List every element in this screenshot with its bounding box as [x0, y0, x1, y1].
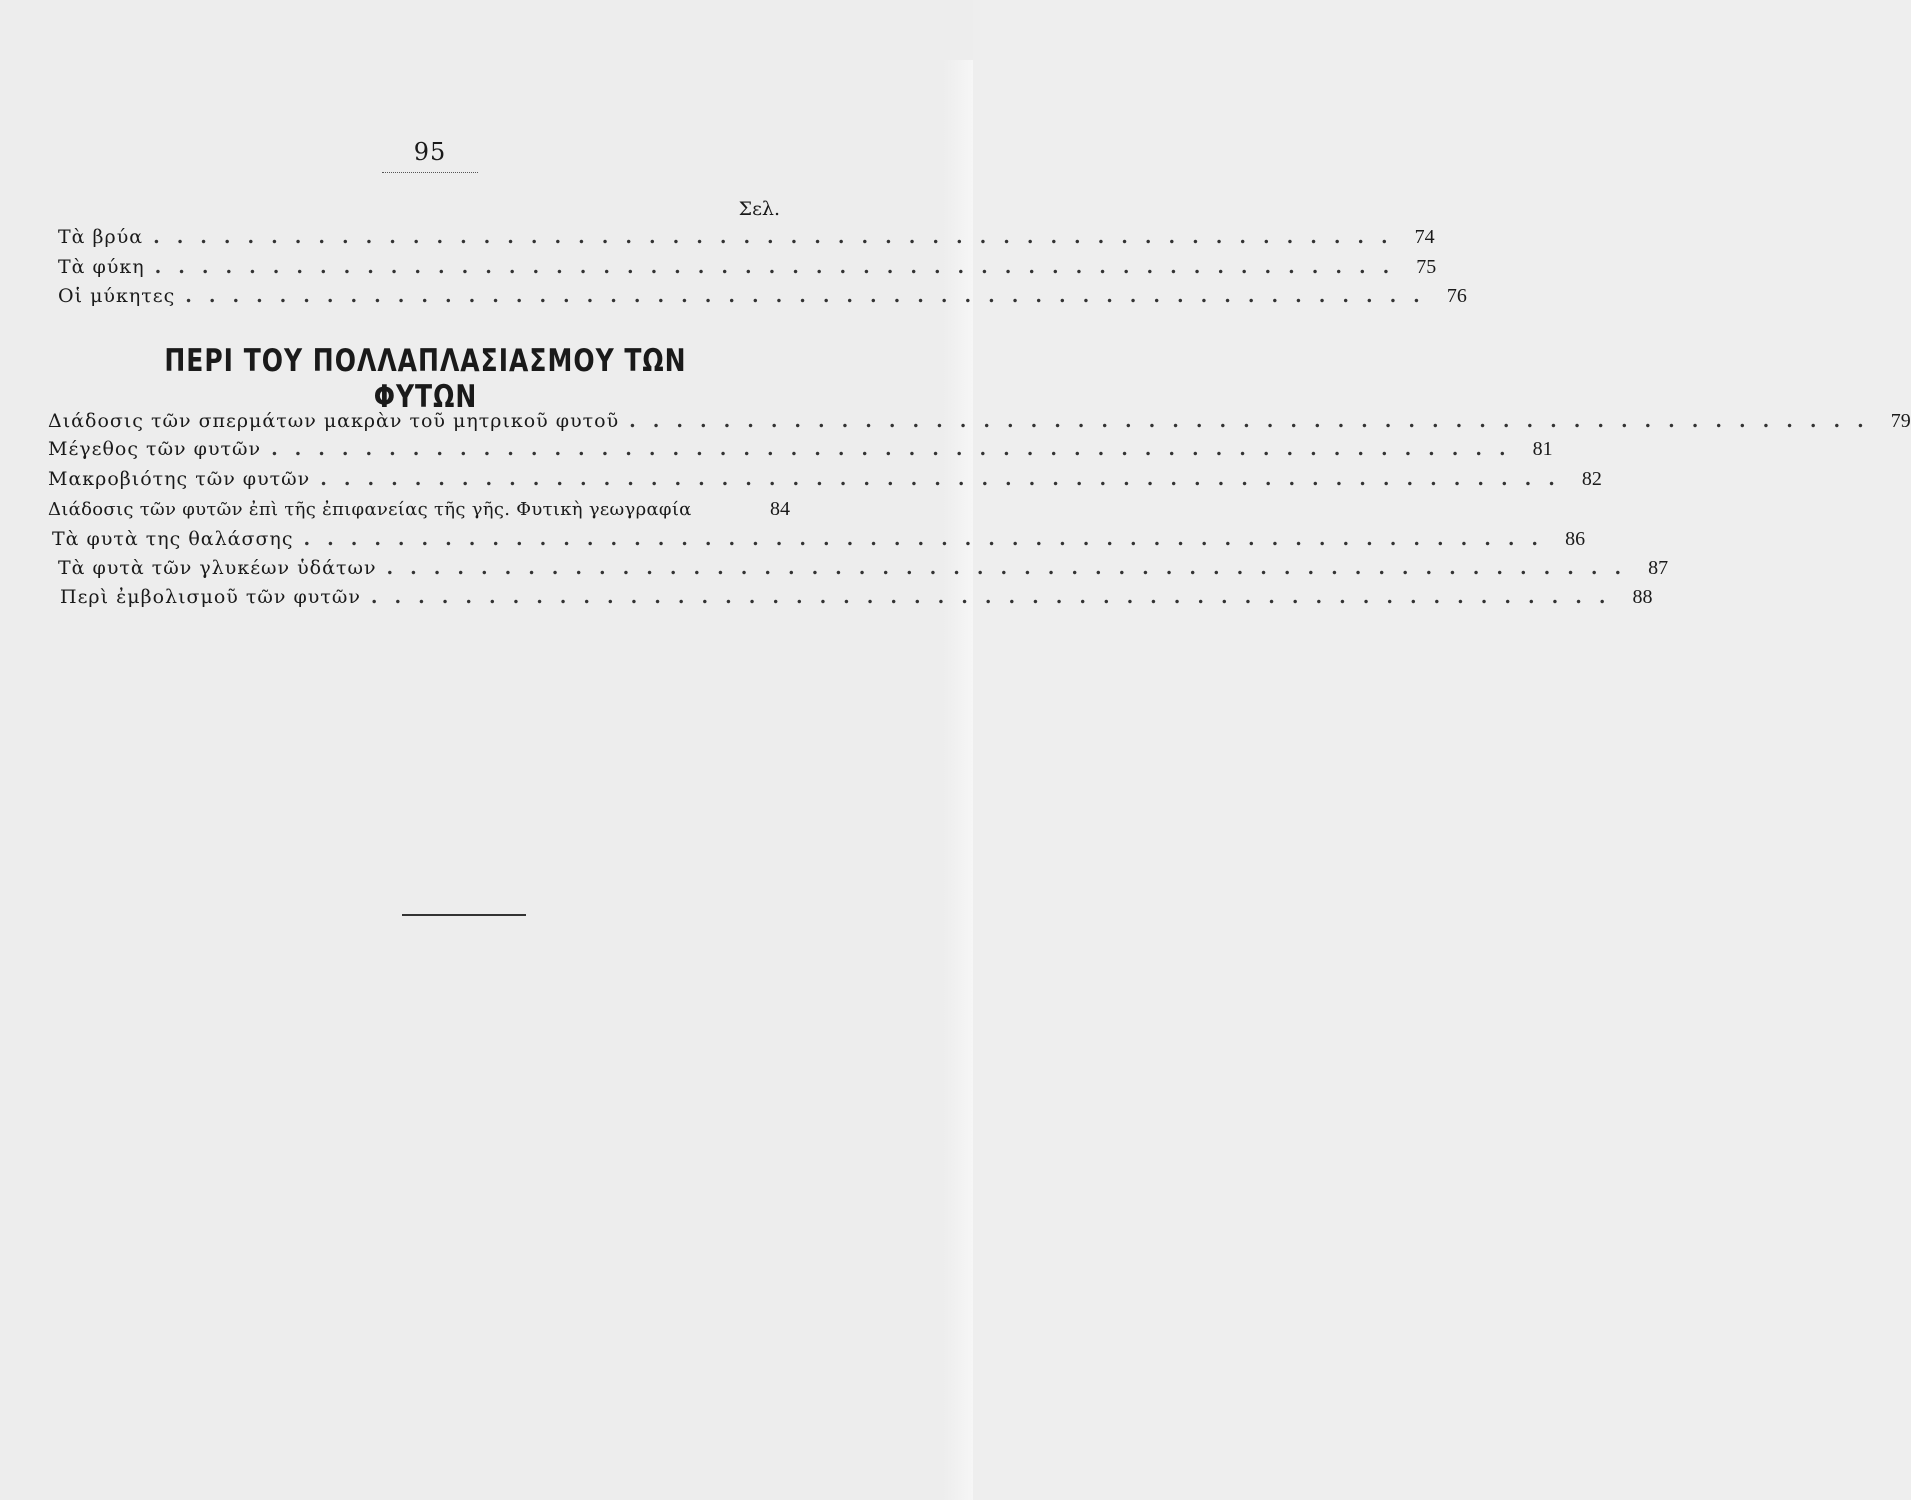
dot-leader: .....................................................	[271, 438, 1523, 460]
closing-rule	[402, 914, 526, 916]
dot-leader: .....................................................	[370, 586, 1623, 608]
toc-entry-page: 76	[1446, 285, 1467, 307]
toc-row	[48, 410, 1911, 438]
page-number: 95	[413, 138, 447, 166]
toc-row	[48, 498, 790, 526]
toc-entry-page: 79	[1890, 410, 1911, 432]
toc-entry-page: 82	[1581, 468, 1602, 490]
toc-entry-page: 84	[770, 498, 790, 520]
toc-entry-page: 86	[1565, 528, 1586, 550]
dot-leader: .....................................................	[153, 226, 1405, 248]
dot-leader: .....................................................	[320, 468, 1572, 490]
page-number-rule	[382, 172, 478, 173]
toc-row	[52, 528, 1586, 556]
toc-entry-label: Οἱ μύκητες	[58, 285, 176, 307]
toc-entry-label: Διάδοσις τῶν σπερμάτων μακρὰν τοῦ μητρικοῦ φυτοῦ	[48, 410, 620, 432]
section-heading: ΠΕΡΙ ΤΟΥ ΠΟΛΛΑΠΛΑΣΙΑΣΜΟΥ ΤΩΝ ΦΥΤΩΝ	[164, 342, 687, 415]
toc-entry-page: 87	[1648, 557, 1669, 579]
dot-leader: .....................................................	[185, 285, 1437, 307]
toc-entry-label: Μέγεθος τῶν φυτῶν	[48, 438, 262, 460]
toc-entry-label: Μακροβιότης τῶν φυτῶν	[48, 468, 311, 490]
toc-entry-page: 75	[1416, 256, 1437, 278]
toc-row	[58, 256, 1437, 284]
toc-entry-label: Τὰ φυτὰ της θαλάσσης	[52, 528, 294, 550]
toc-entry-label: Τὰ βρύα	[58, 226, 144, 248]
toc-entry-label: Περὶ ἐμβολισμοῦ τῶν φυτῶν	[60, 586, 361, 608]
toc-entry-label: Τὰ φύκη	[58, 256, 145, 278]
toc-row	[58, 285, 1467, 313]
toc-entry-label: Διάδοσις τῶν φυτῶν ἐπὶ τῆς ἐπιφανείας τῆς γῆς. Φυτικὴ γεωγραφία	[48, 499, 692, 520]
dot-leader: .....................................................	[303, 528, 1556, 550]
toc-row	[48, 438, 1553, 466]
toc-row	[58, 557, 1669, 585]
toc-row	[60, 586, 1653, 614]
dot-leader: .....................................................	[386, 557, 1639, 579]
toc-entry-page: 81	[1532, 438, 1553, 460]
page-column-header: Σελ.	[738, 198, 780, 220]
toc-entry-page: 88	[1632, 586, 1653, 608]
toc-row	[48, 468, 1602, 496]
toc-entry-label: Τὰ φυτὰ τῶν γλυκέων ὑδάτων	[58, 557, 377, 579]
dot-leader: .....................................................	[154, 256, 1407, 278]
toc-entry-page: 74	[1414, 226, 1435, 248]
dot-leader: .....................................................	[629, 410, 1881, 432]
toc-row	[58, 226, 1435, 254]
